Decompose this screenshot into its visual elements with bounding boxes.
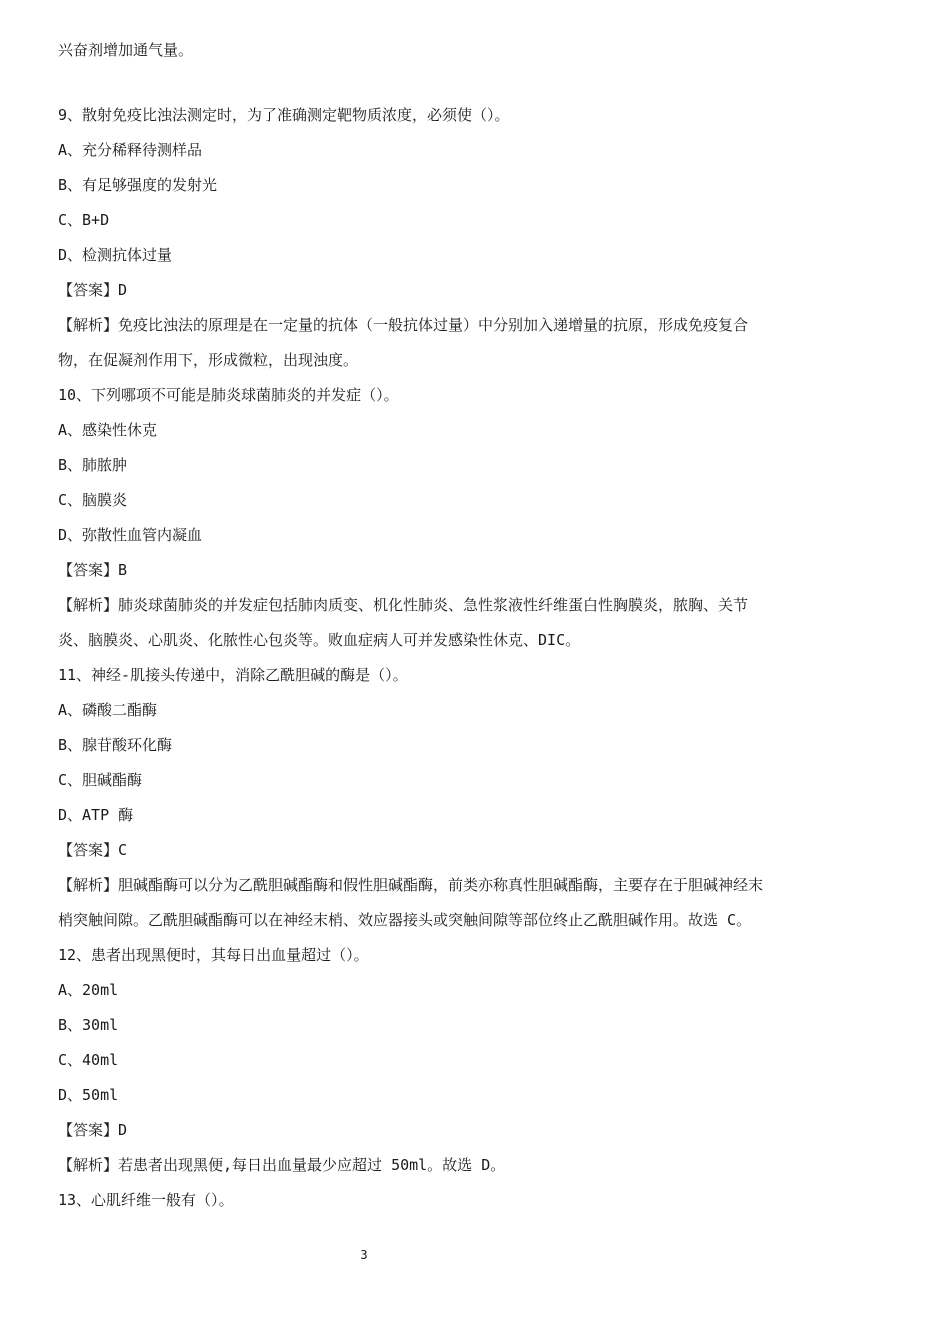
answer-line: 【答案】D: [58, 1121, 128, 1139]
option-d: D、弥散性血管内凝血: [58, 526, 203, 544]
question-12: 12、患者出现黑便时，其每日出血量超过（）。: [58, 946, 369, 964]
option-a: A、充分稀释待测样品: [58, 141, 203, 159]
option-b: B、有足够强度的发射光: [58, 176, 218, 194]
question-9: 9、散射免疫比浊法测定时，为了准确测定靶物质浓度，必须使（）。: [58, 106, 510, 124]
page-number: 3: [360, 1248, 368, 1262]
option-a: A、磷酸二酯酶: [58, 701, 158, 719]
explanation-line: 炎、脑膜炎、心肌炎、化脓性心包炎等。败血症病人可并发感染性休克、DIC。: [58, 631, 581, 649]
option-b: B、30ml: [58, 1016, 119, 1034]
option-d: D、检测抗体过量: [58, 246, 173, 264]
answer-line: 【答案】D: [58, 281, 128, 299]
option-c: C、B+D: [58, 211, 110, 229]
text-line: 兴奋剂增加通气量。: [58, 41, 194, 59]
option-c: C、40ml: [58, 1051, 119, 1069]
option-c: C、脑膜炎: [58, 491, 128, 509]
question-13: 13、心肌纤维一般有（）。: [58, 1191, 234, 1209]
option-d: D、ATP 酶: [58, 806, 134, 824]
explanation-line: 梢突触间隙。乙酰胆碱酯酶可以在神经末梢、效应器接头或突触间隙等部位终止乙酰胆碱作用。故选 C。: [58, 911, 752, 929]
explanation-line: 【解析】胆碱酯酶可以分为乙酰胆碱酯酶和假性胆碱酯酶，前类亦称真性胆碱酯酶，主要存在于胆碱神经末: [58, 876, 764, 894]
option-a: A、感染性休克: [58, 421, 158, 439]
option-a: A、20ml: [58, 981, 119, 999]
explanation-line: 【解析】免疫比浊法的原理是在一定量的抗体（一般抗体过量）中分别加入递增量的抗原，形成免疫复合: [58, 316, 749, 334]
question-10: 10、下列哪项不可能是肺炎球菌肺炎的并发症（）。: [58, 386, 399, 404]
option-b: B、肺脓肿: [58, 456, 128, 474]
option-d: D、50ml: [58, 1086, 119, 1104]
answer-line: 【答案】B: [58, 561, 128, 579]
answer-line: 【答案】C: [58, 841, 128, 859]
explanation-line: 【解析】若患者出现黑便,每日出血量最少应超过 50ml。故选 D。: [58, 1156, 506, 1174]
explanation-line: 物，在促凝剂作用下，形成微粒，出现浊度。: [58, 351, 359, 369]
option-b: B、腺苷酸环化酶: [58, 736, 173, 754]
explanation-line: 【解析】肺炎球菌肺炎的并发症包括肺肉质变、机化性肺炎、急性浆液性纤维蛋白性胸膜炎，脓胸、关节: [58, 596, 749, 614]
option-c: C、胆碱酯酶: [58, 771, 143, 789]
question-11: 11、神经-肌接头传递中，消除乙酰胆碱的酶是（）。: [58, 666, 408, 684]
